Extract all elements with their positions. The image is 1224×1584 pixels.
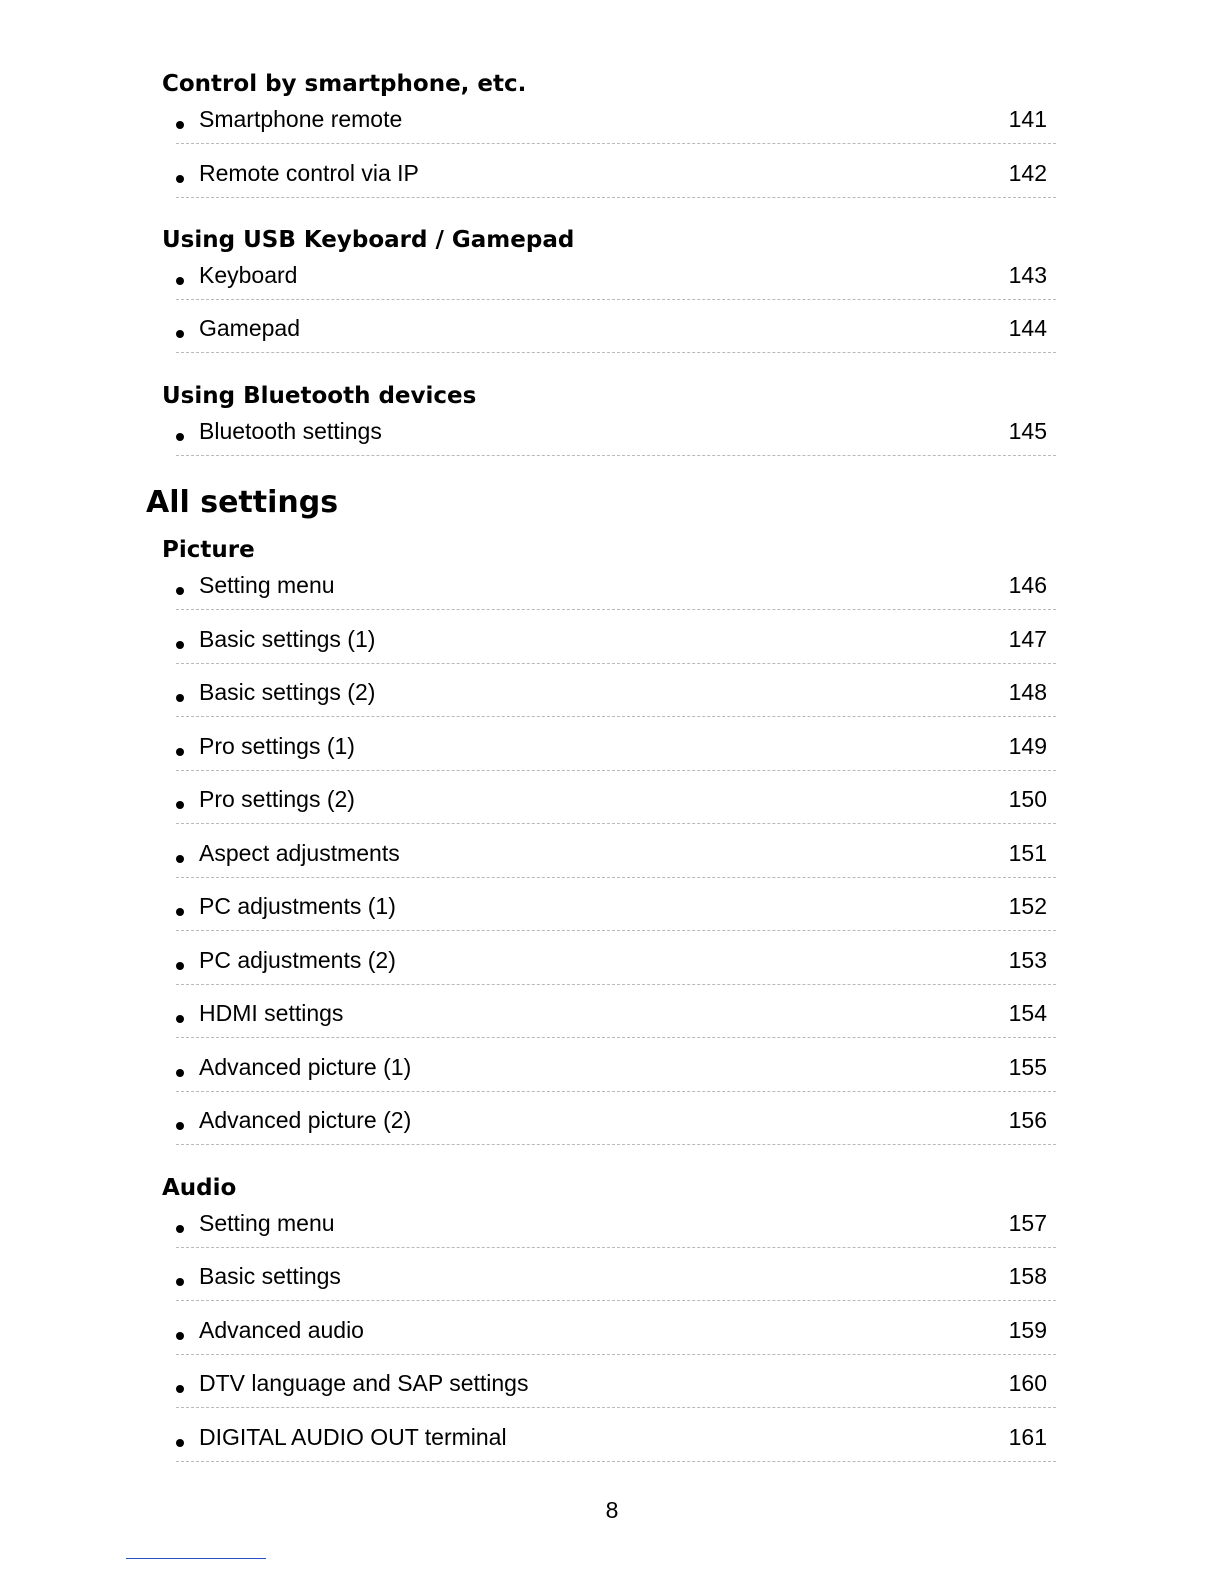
toc-entry[interactable] [176, 158, 1056, 198]
toc-entry-page[interactable]: 142 [1008, 160, 1047, 186]
toc-entry-label[interactable]: DIGITAL AUDIO OUT terminal [199, 1424, 507, 1450]
toc-entry[interactable] [176, 677, 1056, 717]
bullet-icon [176, 175, 184, 183]
toc-entry-label[interactable]: Pro settings (2) [199, 786, 355, 812]
toc-entry-label[interactable]: Basic settings (2) [199, 679, 376, 705]
bullet-icon [176, 587, 184, 595]
toc-entry[interactable] [176, 1368, 1056, 1408]
toc-entry[interactable] [176, 731, 1056, 771]
toc-entry-label[interactable]: PC adjustments (2) [199, 947, 396, 973]
bullet-icon [176, 962, 184, 970]
toc-entry-page[interactable]: 156 [1008, 1107, 1047, 1133]
toc-entry[interactable] [176, 1052, 1056, 1092]
toc-entry-label[interactable]: Smartphone remote [199, 106, 403, 132]
toc-entry-label[interactable]: Basic settings (1) [199, 626, 376, 652]
section-heading-smartphone-control: Control by smartphone, etc. [162, 71, 527, 97]
toc-entry[interactable] [176, 1261, 1056, 1301]
toc-entry-label[interactable]: Remote control via IP [199, 160, 419, 186]
toc-entry[interactable] [176, 945, 1056, 985]
bullet-icon [176, 748, 184, 756]
toc-entry-label[interactable]: Pro settings (1) [199, 733, 355, 759]
bullet-icon [176, 121, 184, 129]
toc-entry-page[interactable]: 144 [1008, 315, 1047, 341]
section-heading-bluetooth: Using Bluetooth devices [162, 383, 477, 409]
toc-entry-label[interactable]: Aspect adjustments [199, 840, 400, 866]
toc-entry[interactable] [176, 104, 1056, 144]
toc-entry-page[interactable]: 151 [1008, 840, 1047, 866]
toc-entry-page[interactable]: 159 [1008, 1317, 1047, 1343]
toc-entry[interactable] [176, 891, 1056, 931]
toc-entry-page[interactable]: 152 [1008, 893, 1047, 919]
toc-entry[interactable] [176, 998, 1056, 1038]
bullet-icon [176, 277, 184, 285]
section-heading-picture: Picture [162, 537, 255, 563]
toc-entry-page[interactable]: 146 [1008, 572, 1047, 598]
toc-entry-page[interactable]: 148 [1008, 679, 1047, 705]
section-heading-audio: Audio [162, 1175, 237, 1201]
toc-entry-label[interactable]: DTV language and SAP settings [199, 1370, 529, 1396]
toc-entry-page[interactable]: 161 [1008, 1424, 1047, 1450]
bullet-icon [176, 1015, 184, 1023]
toc-entry[interactable] [176, 416, 1056, 456]
toc-entry-label[interactable]: Advanced picture (1) [199, 1054, 412, 1080]
toc-entry-page[interactable]: 154 [1008, 1000, 1047, 1026]
toc-entry-page[interactable]: 149 [1008, 733, 1047, 759]
toc-entry-page[interactable]: 160 [1008, 1370, 1047, 1396]
toc-entry-label[interactable]: Advanced audio [199, 1317, 364, 1343]
bullet-icon [176, 1332, 184, 1340]
toc-entry-label[interactable]: Keyboard [199, 262, 298, 288]
toc-entry[interactable] [176, 260, 1056, 300]
toc-entry[interactable] [176, 1422, 1056, 1462]
toc-entry[interactable] [176, 838, 1056, 878]
bullet-icon [176, 1439, 184, 1447]
bullet-icon [176, 1069, 184, 1077]
bullet-icon [176, 1278, 184, 1286]
bullet-icon [176, 1225, 184, 1233]
toc-entry-label[interactable]: Advanced picture (2) [199, 1107, 412, 1133]
toc-entry[interactable] [176, 1315, 1056, 1355]
chapter-heading-all-settings: All settings [146, 485, 339, 520]
toc-entry-label[interactable]: PC adjustments (1) [199, 893, 396, 919]
bullet-icon [176, 908, 184, 916]
toc-entry-page[interactable]: 157 [1008, 1210, 1047, 1236]
toc-entry-label[interactable]: Setting menu [199, 572, 335, 598]
page-number: 8 [605, 1497, 619, 1523]
bullet-icon [176, 855, 184, 863]
toc-entry[interactable] [176, 313, 1056, 353]
toc-entry-label[interactable]: HDMI settings [199, 1000, 344, 1026]
toc-entry-page[interactable]: 145 [1008, 418, 1047, 444]
bullet-icon [176, 330, 184, 338]
toc-entry-page[interactable]: 155 [1008, 1054, 1047, 1080]
toc-entry-page[interactable]: 141 [1008, 106, 1047, 132]
toc-entry-label[interactable]: Setting menu [199, 1210, 335, 1236]
toc-entry-page[interactable]: 143 [1008, 262, 1047, 288]
toc-entry[interactable] [176, 570, 1056, 610]
section-heading-usb-keyboard-gamepad: Using USB Keyboard / Gamepad [162, 227, 575, 253]
toc-entry[interactable] [176, 624, 1056, 664]
bullet-icon [176, 801, 184, 809]
toc-entry-label[interactable]: Gamepad [199, 315, 301, 341]
bullet-icon [176, 1385, 184, 1393]
bullet-icon [176, 641, 184, 649]
toc-entry-label[interactable]: Bluetooth settings [199, 418, 382, 444]
bullet-icon [176, 433, 184, 441]
toc-entry-page[interactable]: 150 [1008, 786, 1047, 812]
bullet-icon [176, 1122, 184, 1130]
toc-entry[interactable] [176, 1105, 1056, 1145]
toc-entry-label[interactable]: Basic settings [199, 1263, 341, 1289]
toc-entry[interactable] [176, 784, 1056, 824]
toc-entry[interactable] [176, 1208, 1056, 1248]
toc-entry-page[interactable]: 153 [1008, 947, 1047, 973]
bullet-icon [176, 694, 184, 702]
footer-divider [126, 1558, 266, 1559]
toc-entry-page[interactable]: 158 [1008, 1263, 1047, 1289]
toc-entry-page[interactable]: 147 [1008, 626, 1047, 652]
